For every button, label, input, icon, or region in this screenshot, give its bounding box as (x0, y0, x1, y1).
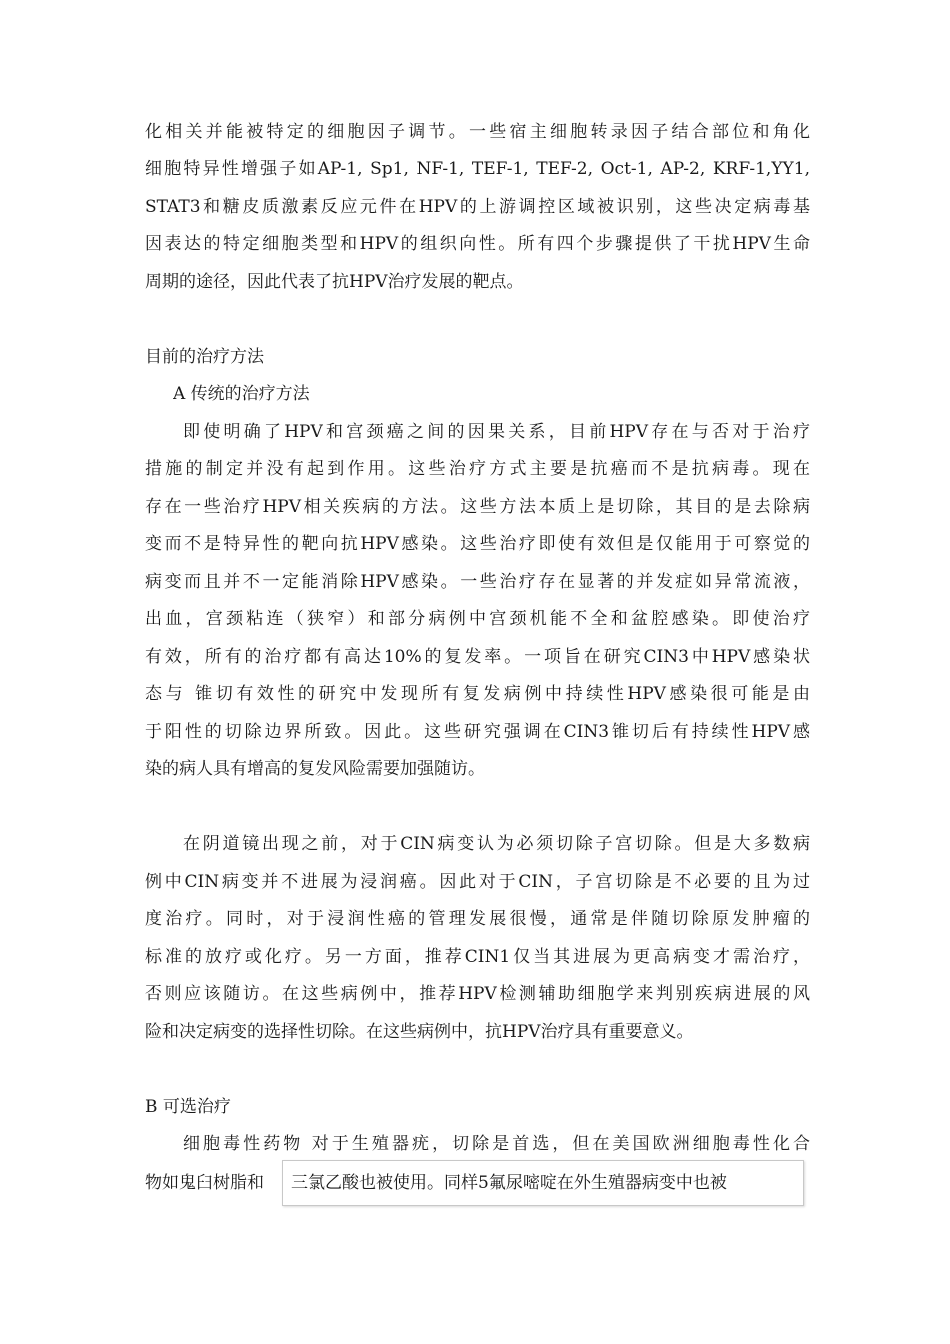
paragraph-1-line-5: 周期的途径，因此代表了抗HPV治疗发展的靶点。 (145, 272, 524, 292)
paragraph-1-line-4: 因表达的特定细胞类型和HPV的组织向性。所有四个步骤提供了干扰HPV生命 (145, 234, 810, 254)
section-heading-a: A 传统的治疗方法 (173, 384, 310, 404)
paragraph-3-line-1: 在阴道镜出现之前，对于CIN病变认为必须切除子宫切除。但是大多数病 (183, 834, 810, 854)
paragraph-3-line-6: 险和决定病变的选择性切除。在这些病例中，抗HPV治疗具有重要意义。 (145, 1022, 694, 1042)
paragraph-4-line-1: 细胞毒性药物 对于生殖器疣，切除是首选，但在美国欧洲细胞毒性化合 (183, 1134, 810, 1154)
paragraph-2-line-3: 存在一些治疗HPV相关疾病的方法。这些方法本质上是切除，其目的是去除病 (145, 497, 810, 517)
paragraph-4-line-2-lead: 物如鬼臼树脂和 (145, 1173, 264, 1193)
paragraph-1-line-1: 化相关并能被特定的细胞因子调节。一些宿主细胞转录因子结合部位和角化 (145, 122, 810, 142)
section-heading-current-treatments: 目前的治疗方法 (145, 347, 264, 367)
paragraph-2-line-6: 出血，宫颈粘连（狭窄）和部分病例中宫颈机能不全和盆腔感染。即使治疗 (145, 609, 810, 629)
section-heading-b: B 可选治疗 (145, 1097, 231, 1117)
paragraph-2-line-1: 即使明确了HPV和宫颈癌之间的因果关系，目前HPV存在与否对于治疗 (183, 422, 810, 442)
paragraph-2-line-9: 于阳性的切除边界所致。因此。这些研究强调在CIN3锥切后有持续性HPV感 (145, 722, 810, 742)
paragraph-1-line-2: 细胞特异性增强子如AP-1, Sp1, NF-1, TEF-1, TEF-2, Oct-1, AP-2, KRF-1,YY1, (145, 159, 810, 179)
paragraph-4-last-line (145, 1160, 810, 1206)
paragraph-3-line-2: 例中CIN病变并不进展为浸润癌。因此对于CIN，子宫切除是不必要的且为过 (145, 872, 810, 892)
paragraph-3-line-5: 否则应该随访。在这些病例中，推荐HPV检测辅助细胞学来判别疾病进展的风 (145, 984, 810, 1004)
paragraph-3-line-3: 度治疗。同时，对于浸润性癌的管理发展很慢，通常是伴随切除原发肿瘤的 (145, 909, 810, 929)
paragraph-4-line-2-boxed: 三氯乙酸也被使用。同样5氟尿嘧啶在外生殖器病变中也被 (291, 1173, 727, 1193)
paragraph-2-line-10: 染的病人具有增高的复发风险需要加强随访。 (145, 759, 485, 779)
paragraph-2-line-7: 有效，所有的治疗都有高达10%的复发率。一项旨在研究CIN3中HPV感染状 (145, 647, 810, 667)
text-selection-box[interactable] (282, 1160, 804, 1206)
paragraph-2-line-2: 措施的制定并没有起到作用。这些治疗方式主要是抗癌而不是抗病毒。现在 (145, 459, 810, 479)
paragraph-2-line-5: 病变而且并不一定能消除HPV感染。一些治疗存在显著的并发症如异常流液， (145, 572, 810, 592)
paragraph-2-line-4: 变而不是特异性的靶向抗HPV感染。这些治疗即使有效但是仅能用于可察觉的 (145, 534, 810, 554)
paragraph-2-line-8: 态与 锥切有效性的研究中发现所有复发病例中持续性HPV感染很可能是由 (145, 684, 810, 704)
paragraph-3-line-4: 标准的放疗或化疗。另一方面，推荐CIN1仅当其进展为更高病变才需治疗， (145, 947, 810, 967)
paragraph-1-line-3: STAT3和糖皮质激素反应元件在HPV的上游调控区域被识别，这些决定病毒基 (145, 197, 810, 217)
